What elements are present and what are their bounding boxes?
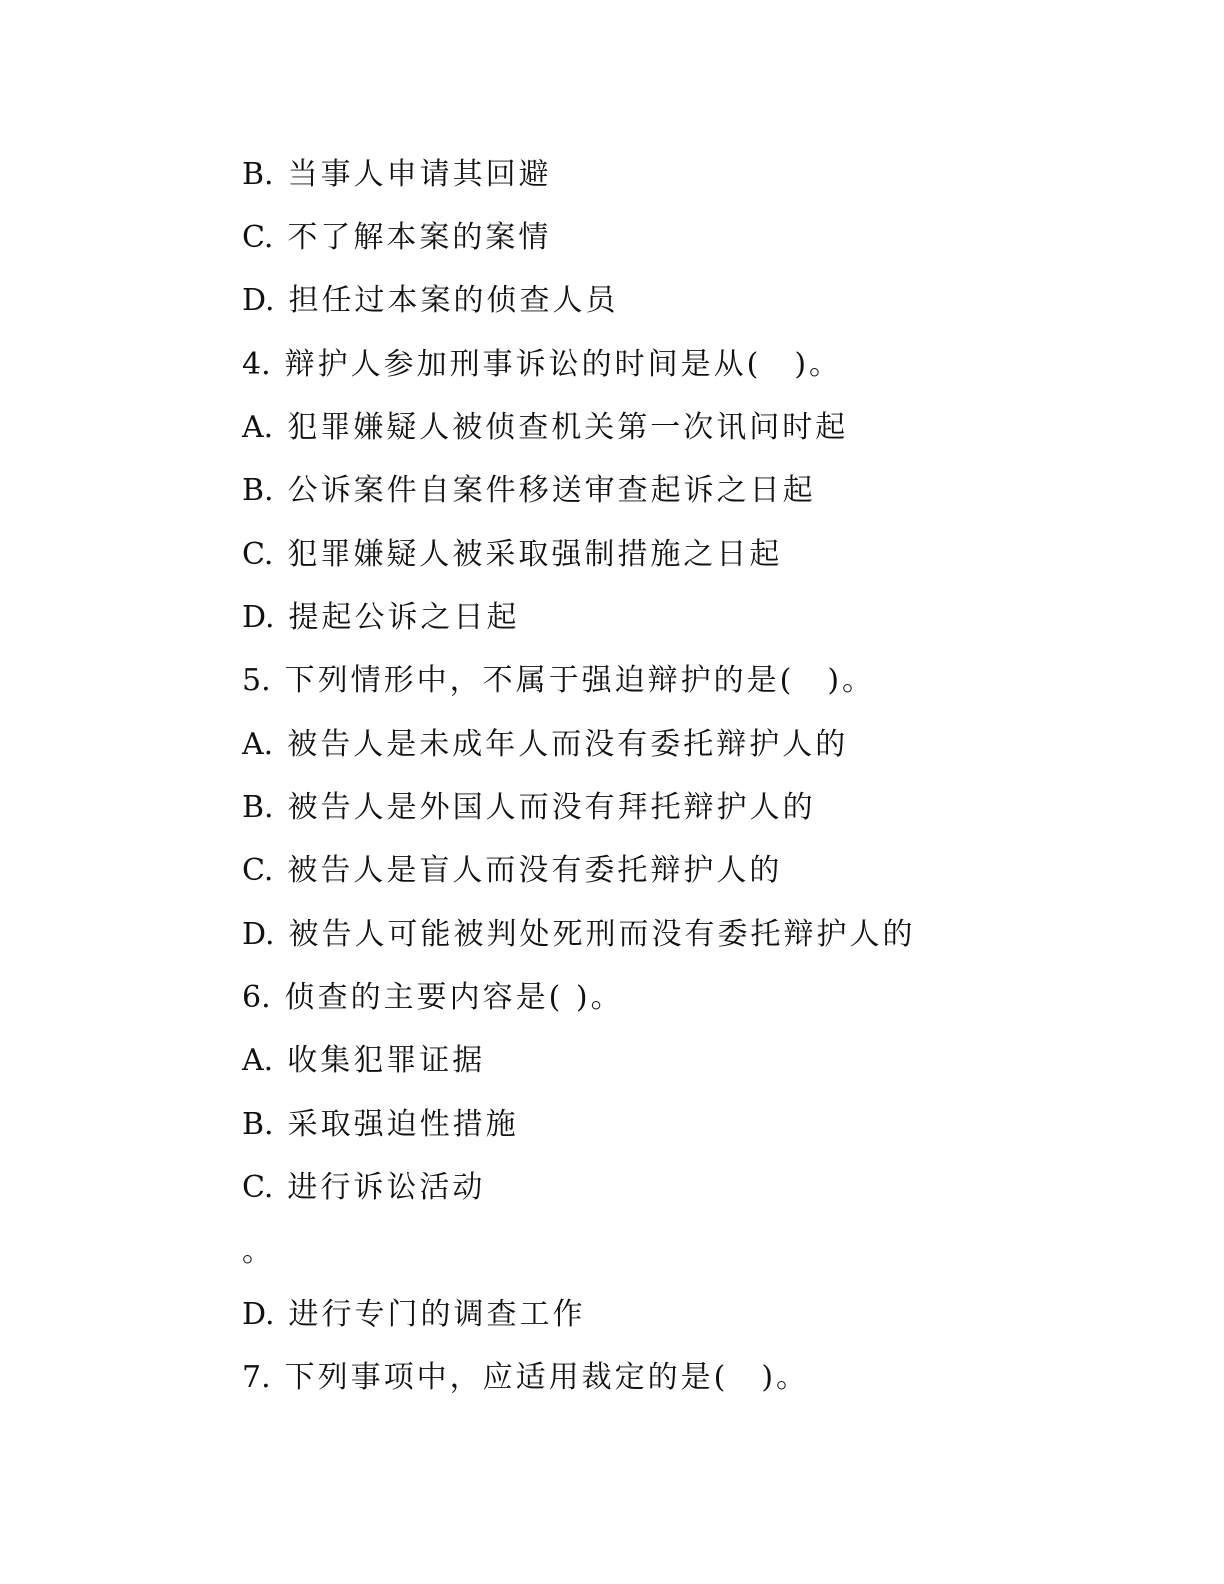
option-text: 进行诉讼活动 [287, 1170, 486, 1205]
option-line [242, 725, 848, 765]
question-number: 6. [242, 980, 271, 1015]
question-text: 辩护人参加刑事诉讼的时间是从( )。 [284, 347, 843, 382]
stray-punctuation-line [242, 1232, 275, 1272]
option-text: 被告人是外国人而没有拜托辩护人的 [287, 790, 816, 825]
option-text: 提起公诉之日起 [288, 600, 520, 635]
option-line [242, 1105, 519, 1145]
question-text: 侦查的主要内容是( )。 [284, 980, 624, 1015]
option-line [242, 281, 619, 321]
option-line [242, 1041, 485, 1081]
option-label: C. [242, 220, 274, 255]
option-text: 被告人是盲人而没有委托辩护人的 [287, 853, 783, 888]
question-line [242, 661, 875, 701]
option-label: D. [242, 917, 275, 952]
option-line [242, 1168, 485, 1208]
option-line [242, 598, 520, 638]
option-line [242, 408, 848, 448]
option-text: 进行专门的调查工作 [288, 1297, 586, 1332]
option-label: C. [242, 853, 274, 888]
option-label: D. [242, 283, 275, 318]
option-text: 被告人是未成年人而没有委托辩护人的 [287, 727, 849, 762]
option-line [242, 1295, 586, 1335]
question-text: 下列情形中，不属于强迫辩护的是( )。 [284, 663, 876, 698]
option-line [242, 851, 782, 891]
option-text: 不了解本案的案情 [287, 220, 552, 255]
option-text: 犯罪嫌疑人被侦查机关第一次讯问时起 [287, 410, 849, 445]
option-text: 公诉案件自案件移送审查起诉之日起 [287, 473, 816, 508]
option-label: D. [242, 600, 275, 635]
option-label: C. [242, 1170, 274, 1205]
option-label: B. [242, 473, 274, 508]
question-line [242, 978, 624, 1018]
option-label: A. [242, 727, 274, 762]
option-line [242, 535, 782, 575]
option-text: 采取强迫性措施 [287, 1107, 519, 1142]
question-line [242, 1358, 809, 1398]
option-label: B. [242, 157, 274, 192]
option-line [242, 915, 916, 955]
question-number: 7. [242, 1360, 271, 1395]
option-line [242, 218, 551, 258]
option-text: 当事人申请其回避 [287, 157, 552, 192]
stray-punctuation: 。 [242, 1234, 275, 1269]
option-text: 犯罪嫌疑人被采取强制措施之日起 [287, 537, 783, 572]
option-label: B. [242, 790, 274, 825]
option-line [242, 471, 816, 511]
option-line [242, 788, 816, 828]
question-number: 4. [242, 347, 271, 382]
option-label: A. [242, 1043, 274, 1078]
option-label: C. [242, 537, 274, 572]
question-text: 下列事项中，应适用裁定的是( )。 [284, 1360, 810, 1395]
option-line [242, 155, 552, 195]
option-text: 收集犯罪证据 [287, 1043, 486, 1078]
option-text: 担任过本案的侦查人员 [288, 283, 619, 318]
option-text: 被告人可能被判处死刑而没有委托辩护人的 [288, 917, 916, 952]
option-label: B. [242, 1107, 274, 1142]
question-number: 5. [242, 663, 271, 698]
option-label: A. [242, 410, 274, 445]
option-label: D. [242, 1297, 275, 1332]
question-line [242, 345, 842, 385]
